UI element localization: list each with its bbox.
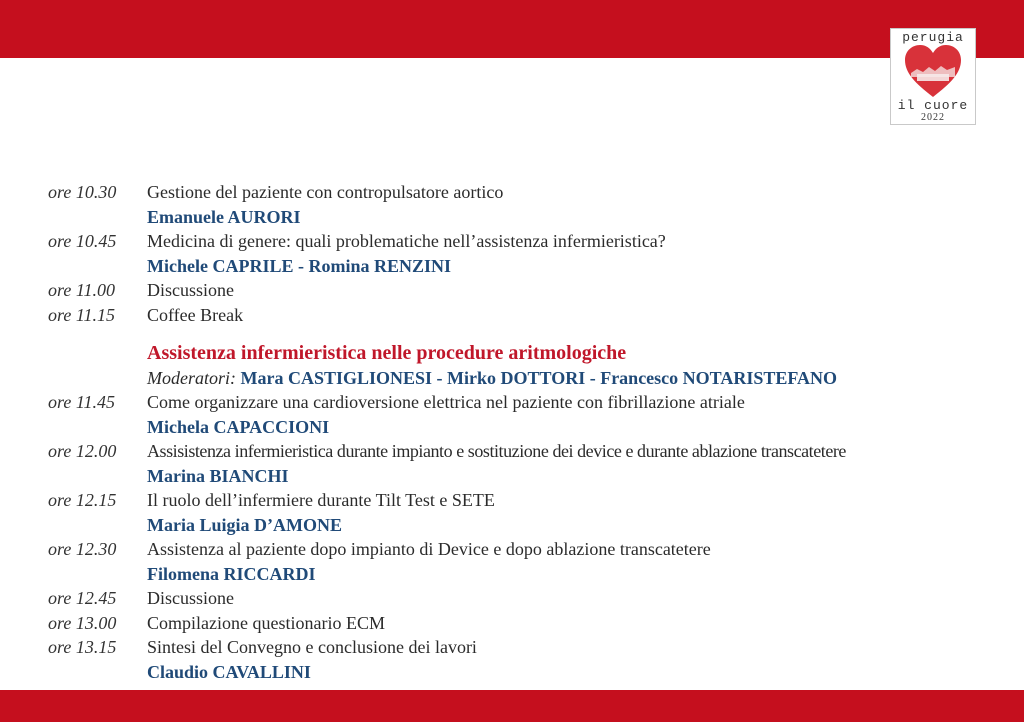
session-time: ore 12.15 [48, 490, 117, 510]
session-time: ore 12.30 [48, 539, 117, 559]
session-time: ore 11.15 [48, 304, 115, 325]
program-item [0, 303, 1024, 328]
logo-top-text: perugia [902, 30, 964, 45]
session-title: Gestione del paziente con contropulsatore aortico [147, 182, 504, 202]
session-time: ore 12.00 [48, 441, 117, 461]
moderators [147, 366, 837, 390]
program-item [0, 229, 1024, 254]
program-item [0, 537, 1024, 562]
spacer [0, 327, 1024, 341]
session-speaker: Michele CAPRILE - Romina RENZINI [147, 255, 451, 276]
session-speaker: Marina BIANCHI [147, 465, 289, 486]
program-list [0, 180, 1024, 684]
session-title: Assisistenza infermieristica durante impianto e sostituzione dei device e durante ablazione transcatetere [147, 441, 846, 461]
session-time: ore 12.45 [48, 588, 117, 608]
moderators-names: Mara CASTIGLIONESI - Mirko DOTTORI - Francesco NOTARISTEFANO [240, 367, 838, 388]
speaker-row [0, 205, 1024, 230]
session-time: ore 10.30 [48, 182, 117, 202]
program-item [0, 439, 1024, 464]
program-item [0, 611, 1024, 636]
top-banner [0, 0, 1024, 58]
session-time: ore 13.15 [48, 637, 117, 657]
section-heading-row [0, 341, 1024, 366]
session-title: Assistenza al paziente dopo impianto di Device e dopo ablazione transcatetere [147, 539, 711, 559]
session-title: Come organizzare una cardioversione elettrica nel paziente con fibrillazione atriale [147, 392, 745, 412]
session-speaker: Michela CAPACCIONI [147, 416, 330, 437]
speaker-row [0, 513, 1024, 538]
session-title: Discussione [147, 280, 234, 300]
section-title: Assistenza infermieristica nelle procedure aritmologiche [147, 342, 627, 364]
logo-year: 2022 [921, 112, 945, 123]
program-item [0, 586, 1024, 611]
perugia-il-cuore-logo [890, 28, 976, 125]
heart-icon [903, 43, 963, 99]
session-title: Il ruolo dell’infermiere durante Tilt Test e SETE [147, 490, 495, 510]
logo-bottom-text: il cuore [897, 98, 969, 113]
program-item [0, 278, 1024, 303]
session-time: ore 11.00 [48, 280, 115, 300]
program-item [0, 390, 1024, 415]
speaker-row [0, 415, 1024, 440]
program-item [0, 635, 1024, 660]
bottom-banner [0, 690, 1024, 722]
session-speaker: Filomena RICCARDI [147, 563, 316, 584]
speaker-row [0, 660, 1024, 685]
session-title: Sintesi del Convegno e conclusione dei lavori [147, 637, 477, 657]
session-time: ore 13.00 [48, 612, 117, 633]
session-title: Medicina di genere: quali problematiche nell’assistenza infermieristica? [147, 231, 666, 251]
session-title: Compilazione questionario ECM [147, 612, 385, 633]
session-time: ore 10.45 [48, 231, 117, 251]
session-title: Discussione [147, 588, 234, 608]
session-speaker: Maria Luigia D’AMONE [147, 514, 342, 535]
session-time: ore 11.45 [48, 392, 115, 412]
speaker-row [0, 254, 1024, 279]
moderators-label: Moderatori: [147, 367, 236, 388]
speaker-row [0, 562, 1024, 587]
session-speaker: Claudio CAVALLINI [147, 661, 311, 682]
session-speaker: Emanuele AURORI [147, 206, 301, 227]
speaker-row [0, 464, 1024, 489]
program-item [0, 180, 1024, 205]
moderators-row [0, 366, 1024, 391]
program-item [0, 488, 1024, 513]
session-title: Coffee Break [147, 304, 244, 325]
